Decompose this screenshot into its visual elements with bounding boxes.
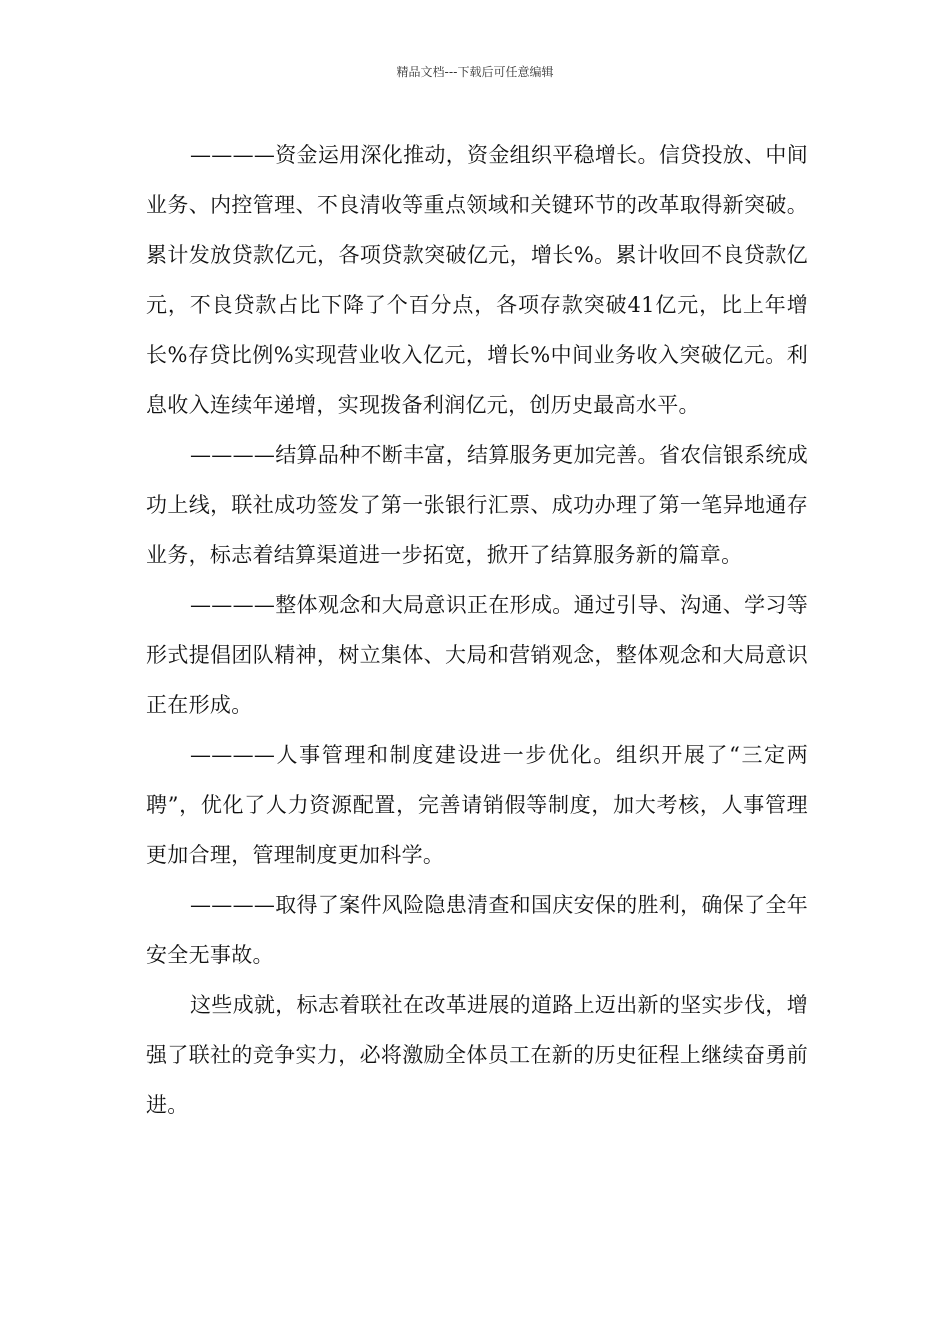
paragraph-personnel: ————人事管理和制度建设进一步优化。组织开展了“三定两聘”，优化了人力资源配置，完善请销假等制度，加大考核，人事管理更加合理，管理制度更加科学。 xyxy=(146,743,808,867)
document-body xyxy=(146,130,808,1130)
paragraph-conclusion: 这些成就，标志着联社在改革进展的道路上迈出新的坚实步伐，增强了联社的竞争实力，必将激励全体员工在新的历史征程上继续奋勇前进。 xyxy=(146,993,808,1117)
paragraph-teamwork: ————整体观念和大局意识正在形成。通过引导、沟通、学习等形式提倡团队精神，树立集体、大局和营销观念，整体观念和大局意识正在形成。 xyxy=(146,593,808,717)
paragraph-settlement: ————结算品种不断丰富，结算服务更加完善。省农信银系统成功上线，联社成功签发了第一张银行汇票、成功办理了第一笔异地通存业务，标志着结算渠道进一步拓宽，掀开了结算服务新的篇章。 xyxy=(146,443,808,567)
paragraph-security: ————取得了案件风险隐患清查和国庆安保的胜利，确保了全年安全无事故。 xyxy=(146,893,808,967)
paragraph-funding: ————资金运用深化推动，资金组织平稳增长。信贷投放、中间业务、内控管理、不良清收等重点领域和关键环节的改革取得新突破。累计发放贷款亿元，各项贷款突破亿元，增长%。累计收回不良贷款亿元，不良贷款占比下降了个百分点，各项存款突破41亿元，比上年增长%存贷比例%实现营业收入亿元，增长%中间业务收入突破亿元。利息收入连续年递增，实现拨备利润亿元，创历史最高水平。 xyxy=(146,143,808,417)
page-header: 精品文档---下载后可任意编辑 xyxy=(396,65,554,79)
